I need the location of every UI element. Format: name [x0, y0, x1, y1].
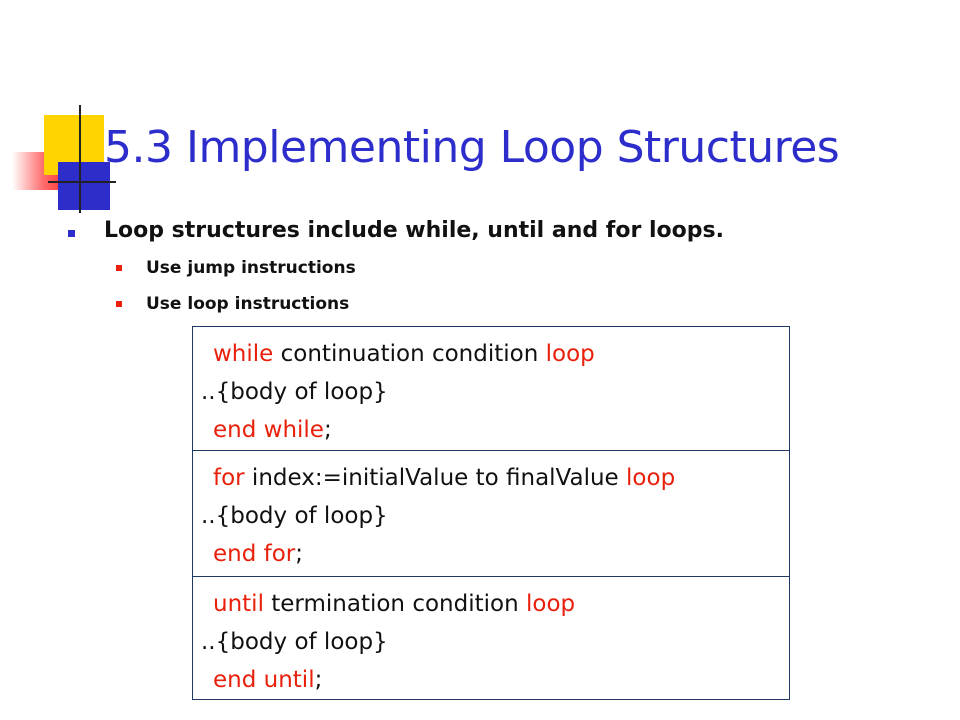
- keyword: for: [213, 465, 245, 491]
- code-line-header: [201, 593, 575, 616]
- code-text: index:=initialValue to finalValue: [244, 465, 627, 491]
- code-text: continuation condition: [273, 341, 546, 367]
- code-box-while: [192, 326, 790, 451]
- bullet-marker: [68, 230, 75, 237]
- code-box-until: [192, 576, 790, 700]
- code-line-body: ..{body of loop}: [201, 629, 388, 655]
- code-line-header: [201, 343, 595, 366]
- keyword: loop: [545, 341, 595, 367]
- code-line-body: ..{body of loop}: [201, 503, 388, 529]
- keyword: loop: [626, 465, 676, 491]
- keyword: end while: [213, 417, 324, 443]
- keyword: while: [213, 341, 274, 367]
- keyword: loop: [525, 591, 576, 617]
- sub-bullet-jump: Use jump instructions: [146, 258, 356, 278]
- decor-horizontal-line: [48, 181, 116, 183]
- sub-bullet-loop: Use loop instructions: [146, 294, 350, 314]
- code-punct: ;: [314, 667, 323, 693]
- code-line-end: [201, 669, 322, 692]
- code-text: termination condition: [263, 591, 526, 617]
- code-line-end: [201, 543, 303, 566]
- code-punct: ;: [323, 417, 332, 443]
- code-punct: ;: [295, 541, 304, 567]
- keyword: until: [213, 591, 264, 617]
- decor-blue-square: [58, 162, 110, 210]
- sub-bullet-marker: [116, 301, 122, 307]
- code-box-for: [192, 450, 790, 577]
- code-line-end: [201, 419, 332, 442]
- slide-title: 5.3 Implementing Loop Structures: [104, 122, 840, 173]
- sub-bullet-marker: [116, 265, 122, 271]
- keyword: end until: [213, 667, 315, 693]
- bullet-main: Loop structures include while, until and for loops.: [104, 218, 724, 243]
- keyword: end for: [213, 541, 296, 567]
- code-line-body: ..{body of loop}: [201, 379, 388, 405]
- decor-vertical-line: [79, 105, 81, 213]
- code-line-header: [201, 467, 675, 490]
